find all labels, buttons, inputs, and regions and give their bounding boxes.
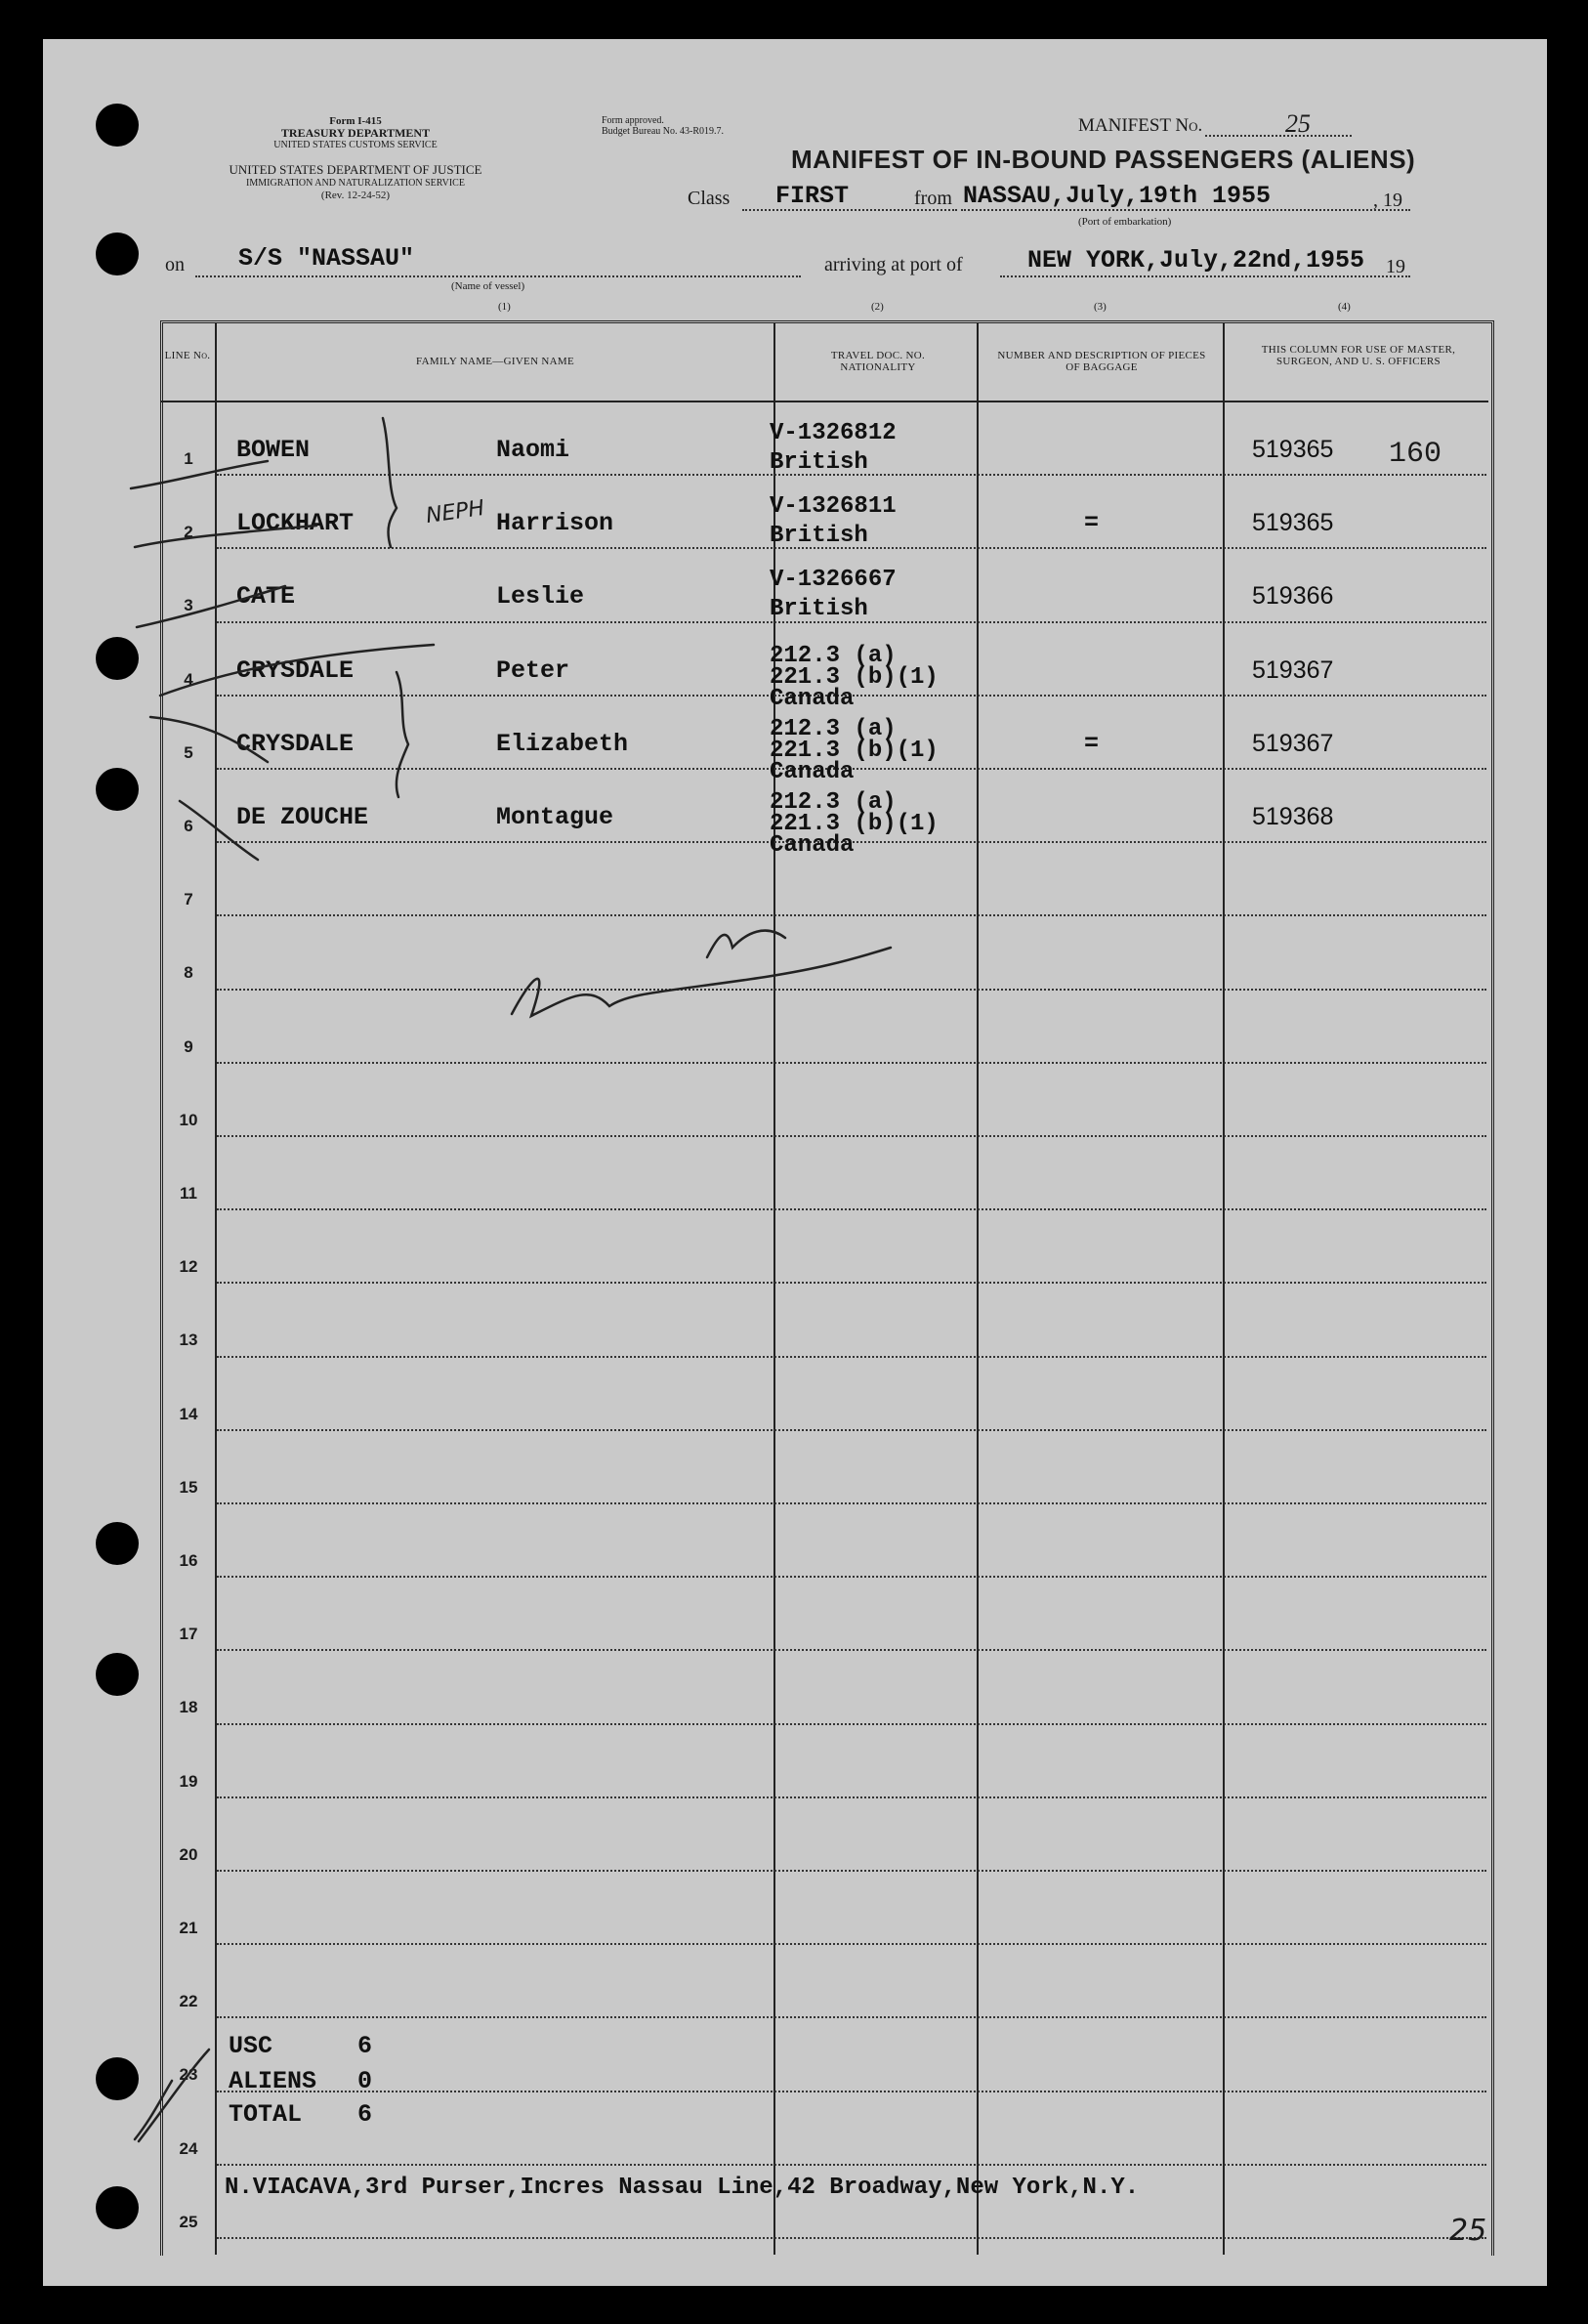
line-number: 6 [184,817,193,835]
port-of-arrival: NEW YORK,July,22nd,1955 [1027,246,1365,275]
check-mark [139,2049,209,2141]
family-name: DE ZOUCHE [236,803,369,831]
line-number: 19 [179,1771,198,1791]
line-number: 18 [179,1698,198,1717]
officer-number: 519365 [1252,509,1334,537]
bracket-mark [383,418,397,547]
signature [512,948,891,1016]
class-value: FIRST [775,182,850,210]
family-name: CRYSDALE [236,655,355,685]
line-number: 10 [179,1110,198,1129]
officer-number: 519366 [1252,582,1334,611]
port-embark-caption: (Port of embarkation) [1078,216,1172,228]
travel-doc-line: V-1326812 [770,420,897,446]
travel-doc-line: 221.3 (b)(1) [770,663,939,691]
check-mark [135,526,316,547]
line-number: 1 [184,449,193,468]
line-number: 12 [179,1257,198,1277]
officer-mark: 160 [1389,438,1442,471]
usc-count: 6 [357,2032,373,2060]
check-mark [137,586,285,627]
check-mark [160,645,434,696]
budget-bureau: Budget Bureau No. 43-R019.7. [602,126,724,137]
manifest-sheet [43,39,1547,2286]
line-number: 9 [184,1036,193,1056]
line-number: 8 [184,963,193,983]
line-number: 20 [179,1844,198,1864]
bracket-mark [397,672,408,797]
given-name: Harrison [496,509,614,538]
manifest-number-label: MANIFEST No. [1078,115,1203,136]
family-name-header: FAMILY NAME—GIVEN NAME [416,356,574,367]
line-number: 14 [179,1404,198,1423]
line-number: 23 [179,2065,198,2085]
family-name: BOWEN [236,436,311,464]
travel-doc-line: Canada [770,758,855,785]
on-label: on [165,254,185,275]
travel-doc-line: V-1326811 [770,493,897,521]
total-label: TOTAL [229,2100,303,2129]
arriving-label: arriving at port of [824,254,963,275]
line-number: 22 [179,1992,198,2011]
travel-doc-header: TRAVEL DOC. NO. NATIONALITY [830,350,926,373]
baggage-mark: = [1084,509,1100,538]
total-count: 6 [357,2100,373,2129]
line-number-header: LINE No. [164,350,211,361]
travel-doc-line: V-1326667 [770,567,897,594]
column-number-4: (4) [1338,301,1351,313]
from-label: from [914,188,952,209]
treasury-department: TREASURY DEPARTMENT [280,126,431,140]
family-name: CATE [236,582,296,612]
corner-number: 25 [1449,2214,1487,2248]
officer-number: 519367 [1252,729,1334,757]
column-number-3: (3) [1094,301,1107,313]
signature [707,931,785,957]
given-name: Naomi [496,436,570,464]
line-number: 13 [179,1331,198,1350]
vessel-caption: (Name of vessel) [451,280,525,292]
handwriting-overlay [43,39,1547,2286]
check-mark [180,801,258,860]
travel-doc-line: 212.3 (a) [770,642,897,669]
column-number-2: (2) [871,301,884,313]
aliens-count: 0 [357,2067,373,2095]
travel-doc-line: 221.3 (b)(1) [770,811,939,837]
given-name: Montague [496,803,614,831]
usc-label: USC [229,2032,273,2060]
vessel-name: S/S "NASSAU" [238,244,415,273]
given-name: Leslie [496,582,585,612]
department-of-justice: UNITED STATES DEPARTMENT OF JUSTICE [229,162,482,177]
travel-doc-line: Canada [770,832,855,859]
customs-service: UNITED STATES CUSTOMS SERVICE [273,140,438,150]
class-label: Class [688,188,731,209]
line-number: 17 [179,1625,198,1644]
check-mark [135,2081,172,2139]
travel-doc-line: British [770,523,868,550]
line-number: 16 [179,1551,198,1570]
revision-date: (Rev. 12-24-52) [320,190,391,201]
immigration-service: IMMIGRATION AND NATURALIZATION SERVICE [246,178,465,189]
officer-number: 519365 [1252,436,1334,463]
line-number: 25 [179,2212,198,2231]
line-number: 15 [179,1477,198,1497]
officer-number: 519367 [1252,655,1334,684]
manifest-title: MANIFEST OF IN-BOUND PASSENGERS (ALIENS) [791,145,1416,174]
check-mark [131,461,268,488]
travel-doc-line: Canada [770,685,855,712]
handwritten-note: NEPH [424,495,486,529]
line-number: 5 [184,742,193,762]
port-of-embarkation: NASSAU,July,19th 1955 [963,182,1272,210]
column-number-1: (1) [498,301,511,313]
line-number: 4 [184,669,193,689]
travel-doc-line: 212.3 (a) [770,789,897,816]
family-name: LOCKHART [236,509,355,538]
form-approved: Form approved. [602,115,664,126]
travel-doc-line: British [770,449,868,476]
line-number: 11 [180,1184,197,1203]
year-suffix: , 19 [1373,190,1402,211]
line-number: 7 [184,890,193,909]
line-number: 21 [179,1919,198,1937]
given-name: Elizabeth [496,729,629,758]
aliens-label: ALIENS [229,2067,317,2095]
officers-header: THIS COLUMN FOR USE OF MASTER, SURGEON, AND U. S. OFFICERS [1261,344,1456,367]
arrival-year-suffix: 19 [1386,256,1405,277]
line-number: 24 [179,2138,198,2158]
purser-signature: N.VIACAVA,3rd Purser,Incres Nassau Line,42 Broadway,New York,N.Y. [225,2175,1140,2201]
baggage-mark: = [1084,729,1100,758]
check-mark [150,717,268,762]
baggage-header: NUMBER AND DESCRIPTION OF PIECES OF BAGGAGE [997,350,1206,373]
given-name: Peter [496,655,570,685]
travel-doc-line: 221.3 (b)(1) [770,737,939,764]
officer-number: 519368 [1252,803,1334,830]
form-number: Form I-415 [329,115,382,127]
line-number: 2 [184,523,193,542]
travel-doc-line: British [770,596,868,623]
family-name: CRYSDALE [236,729,355,758]
manifest-number: 25 [1285,109,1311,138]
travel-doc-line: 212.3 (a) [770,715,897,742]
line-number: 3 [184,596,193,615]
